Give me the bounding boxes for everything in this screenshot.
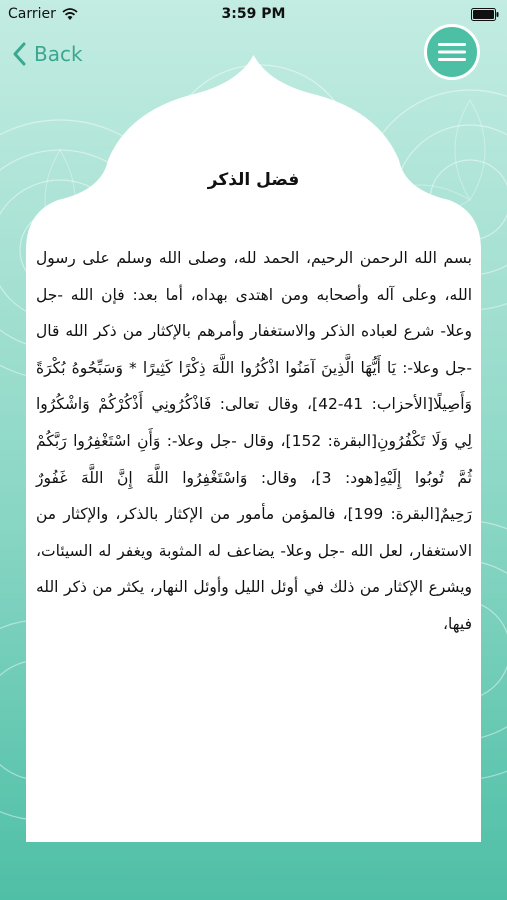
status-bar	[0, 0, 507, 30]
chevron-left-icon	[12, 42, 26, 66]
status-time: 3:59 PM	[221, 6, 286, 22]
carrier-label: Carrier	[8, 6, 56, 22]
back-label: Back	[34, 42, 83, 66]
page-title: فضل الذكر	[207, 170, 300, 190]
menu-button[interactable]	[424, 24, 480, 80]
article-body: بسم الله الرحمن الرحيم، الحمد لله، وصلى الله وسلم على رسول الله، وعلى آله وأصحابه ومن اهتدى بهداه، أما بعد: فإن الله -جل وعلا- شرع لعباده الذكر والاستغفار وأمرهم بالإكثار من ذكر الله قال -جل وعلا-: يَا أَيُّهَا الَّذِينَ آمَنُوا اذْكُرُوا اللَّهَ ذِكْرًا كَثِيرًا * وَسَبِّحُوهُ بُكْرَةً وَأَصِيلًا[الأحزاب: 41-42]، وقال تعالى: فَاذْكُرُونِي أَذْكُرْكُمْ وَاشْكُرُوا لِي وَلَا تَكْفُرُونِ[البقرة: 152]، وقال -جل وعلا-: وَأَنِ اسْتَغْفِرُوا رَبَّكُمْ ثُمَّ تُوبُوا إِلَيْهِ[هود: 3]، وقال: وَاسْتَغْفِرُوا اللَّهَ إِنَّ اللَّهَ غَفُورٌ رَحِيمٌ[البقرة: 199]، فالمؤمن مأمور من الإكثار بالذكر، والإكثار من الاستغفار، لعل الله -جل وعلا- يضاعف له المثوبة ويغفر له السيئات، ويشرع الإكثار من ذلك في أوئل الليل وأوئل النهار، يكثر من ذكر الله فيها،	[36, 249, 473, 633]
back-button[interactable]	[12, 36, 83, 72]
hamburger-icon	[438, 42, 466, 62]
battery-icon	[471, 8, 499, 21]
